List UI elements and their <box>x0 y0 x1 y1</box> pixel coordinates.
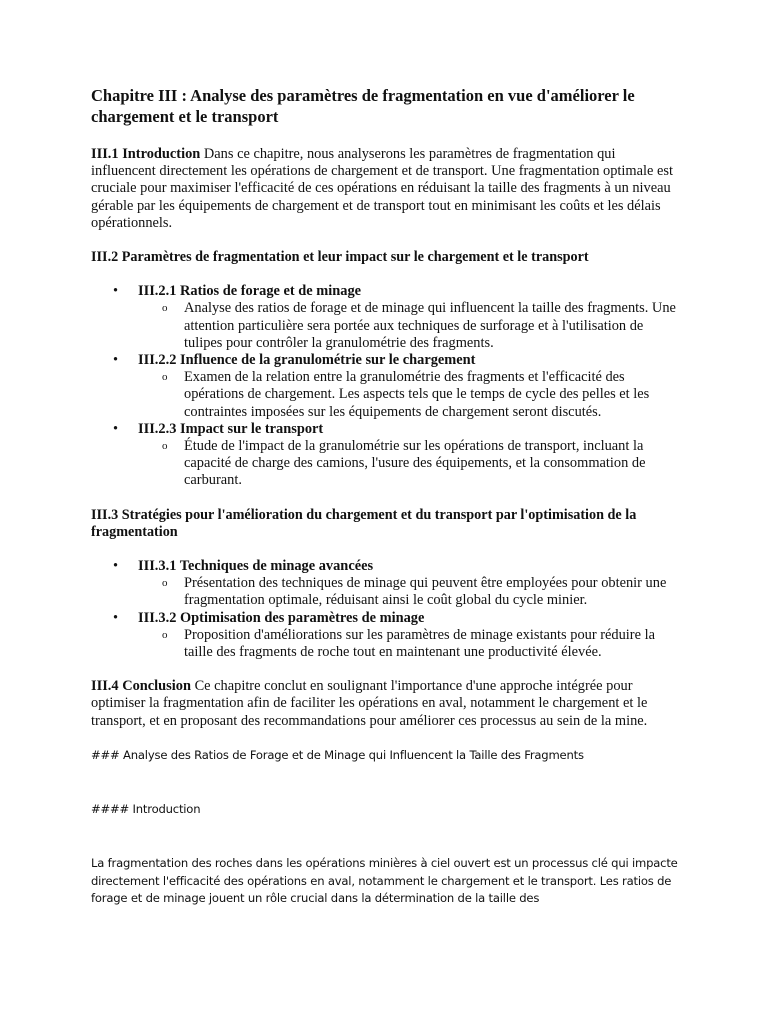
list-item <box>91 558 681 610</box>
conclusion-text: Ce chapitre conclut en soulignant l'importance d'une approche intégrée pour optimiser la fragmentation afin de faciliter les opérations en aval, notamment le chargement et le transport, et en proposant des recommandations pour améliorer ces processus au sein de la mine. <box>91 678 648 729</box>
sub-list-item: o Analyse des ratios de forage et de minage qui influencent la taille des fragments. Une attention particulière sera portée aux techniques de surforage et à l'utilisation de tulipes pour contrôler la granulométrie des fragments. <box>138 300 681 352</box>
sub-list-item: o Examen de la relation entre la granulométrie des fragments et l'efficacité des opérations de chargement. Les aspects tels que le temps de cycle des pelles et les contraintes imposées sur les équipements de chargement seront discutés. <box>138 369 681 421</box>
section-2-list <box>91 283 681 489</box>
conclusion-label: III.4 Conclusion <box>91 678 191 695</box>
intro-text: Dans ce chapitre, nous analyserons les paramètres de fragmentation qui influencent directement les opérations de chargement et de transport. Une fragmentation optimale est cruciale pour maximiser l'efficacité de ces opérations en réduisant la taille des fragments à un niveau gérable par les équipements de chargement et de transport tout en minimisant les coûts et les délais opérationnels. <box>91 146 673 231</box>
conclusion-paragraph <box>91 678 681 730</box>
sub-list-item: o Étude de l'impact de la granulométrie sur les opérations de transport, incluant la capacité de charge des camions, l'usure des équipements, et la consommation de carburant. <box>138 438 681 490</box>
document-page <box>91 85 681 908</box>
section-3-list <box>91 558 681 661</box>
sub-list <box>138 438 681 490</box>
list-item-label: III.3.2 Optimisation des paramètres de minage <box>138 609 425 626</box>
list-item-label: III.2.1 Ratios de forage et de minage <box>138 283 362 300</box>
list-item-label: III.3.1 Techniques de minage avancées <box>138 558 374 575</box>
intro-label: III.1 Introduction <box>91 146 201 162</box>
section-2-heading: III.2 Paramètres de fragmentation et leur impact sur le chargement et le transport <box>91 249 589 266</box>
sub-list <box>138 369 681 421</box>
list-item <box>91 421 681 490</box>
sub-list <box>138 627 681 661</box>
sub-list <box>138 575 681 609</box>
list-item-label: III.2.2 Influence de la granulométrie sur le chargement <box>138 352 476 369</box>
sub-list <box>138 300 681 352</box>
list-item <box>91 283 681 352</box>
intro-paragraph <box>91 146 681 232</box>
list-item <box>91 352 681 421</box>
section-3-heading: III.3 Stratégies pour l'amélioration du chargement et du transport par l'optimisation de la fragmentation <box>91 506 637 540</box>
sub-list-item: o Proposition d'améliorations sur les paramètres de minage existants pour réduire la taille des fragments de roche tout en maintenant une productivité élevée. <box>138 627 681 661</box>
list-item <box>91 610 681 662</box>
markdown-paragraph: La fragmentation des roches dans les opérations minières à ciel ouvert est un processus clé qui impacte directement l'efficacité des opérations en aval, notamment le chargement et le transport. Les ratios de forage et de minage jouent un rôle crucial dans la détermination de la taille des <box>91 856 678 906</box>
markdown-heading-3: ### Analyse des Ratios de Forage et de Minage qui Influencent la Taille des Fragments <box>91 747 584 762</box>
chapter-title: Chapitre III : Analyse des paramètres de fragmentation en vue d'améliorer le chargement et le transport <box>91 86 635 126</box>
list-item-label: III.2.3 Impact sur le transport <box>138 420 324 437</box>
markdown-heading-4: #### Introduction <box>91 802 201 817</box>
sub-list-item: o Présentation des techniques de minage qui peuvent être employées pour obtenir une fragmentation optimale, réduisant ainsi le coût global du cycle minier. <box>138 575 681 609</box>
